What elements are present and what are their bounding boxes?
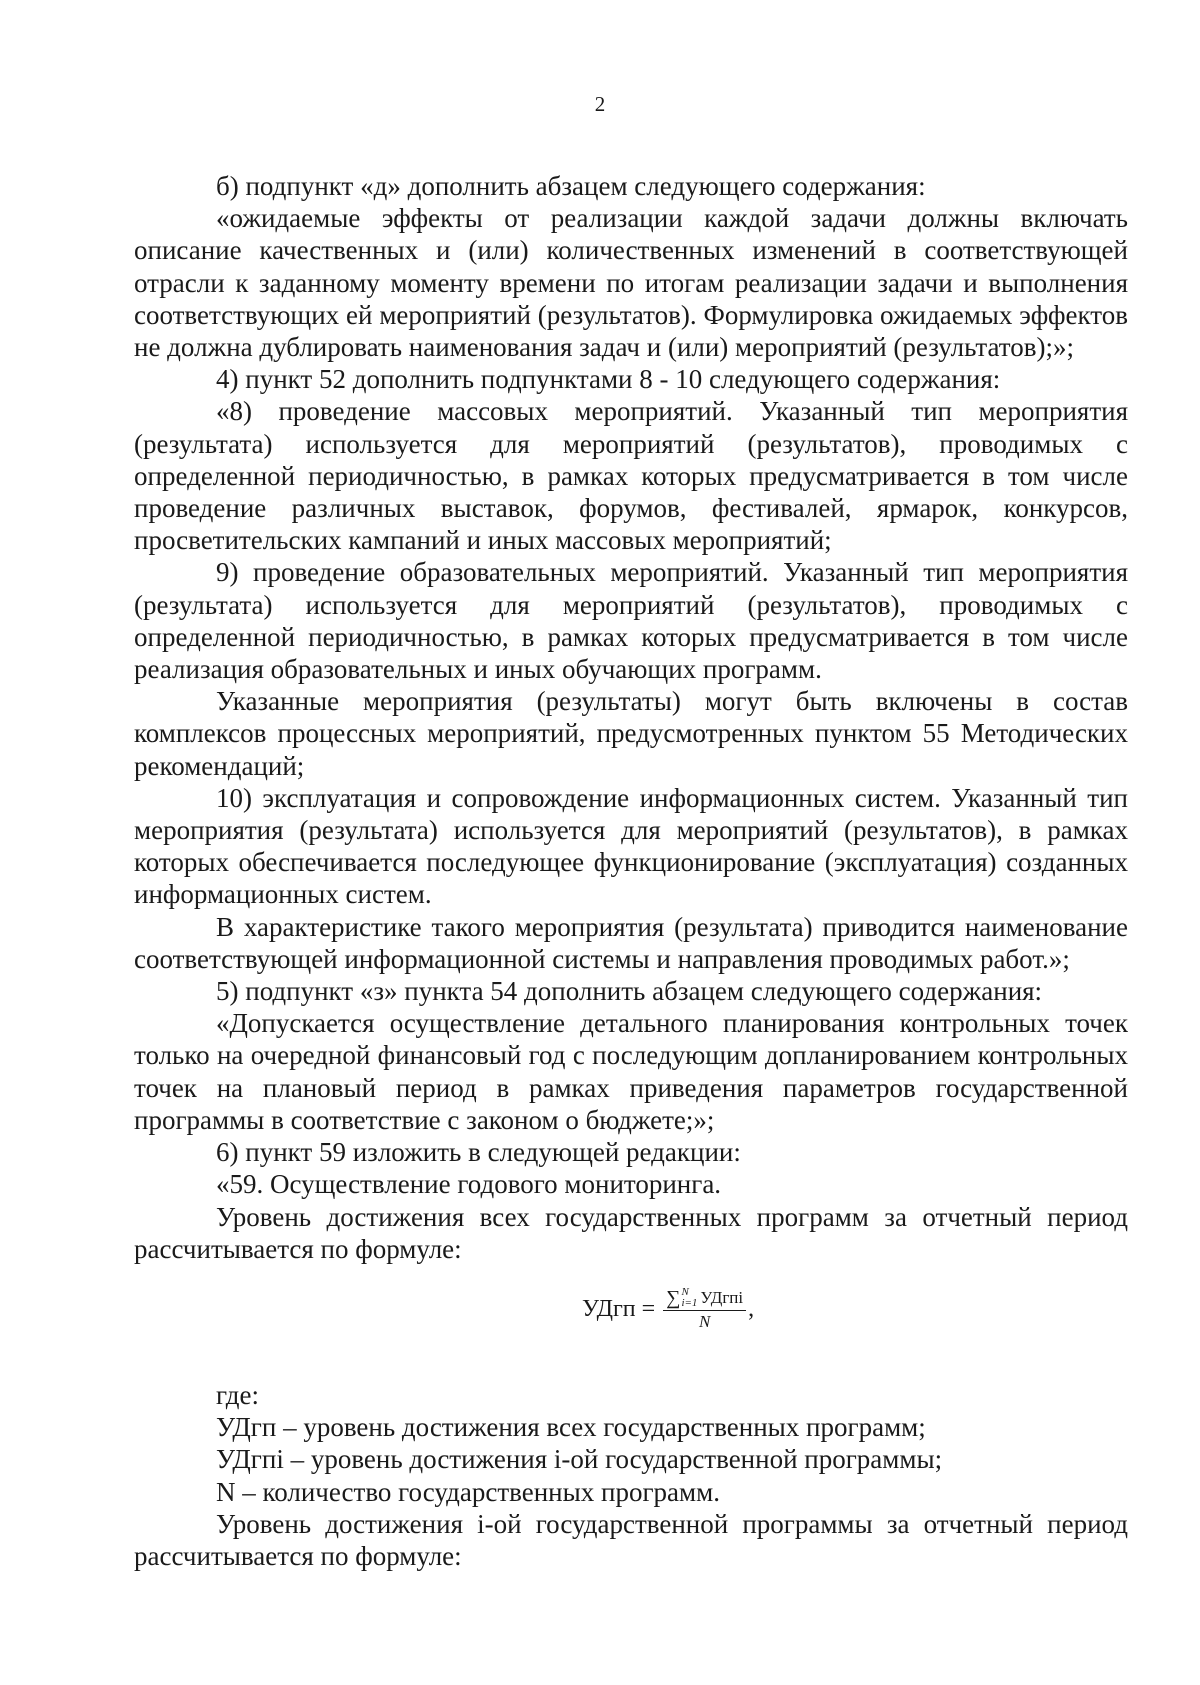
paragraph: 4) пункт 52 дополнить подпунктами 8 - 10 следующего содержания:	[216, 364, 1001, 395]
paragraph: «8) проведение массовых мероприятий. Указанный тип мероприятия (результата) используется для мероприятий (результатов), проводимых с определенной периодичностью, в рамках которых предусматривается в том числе проведение различных выставок, форумов, фестивалей, ярмарок, конкурсов, просветительских кампаний и иных массовых мероприятий;	[134, 396, 1128, 556]
paragraph: б) подпункт «д» дополнить абзацем следующего содержания:	[216, 171, 926, 201]
paragraph: Уровень достижения всех государственных программ за отчетный период рассчитывается по формуле:	[134, 1201, 1128, 1264]
paragraph: УДгп – уровень достижения всех государственных программ;	[216, 1412, 926, 1443]
sum-lower-limit: i=1	[681, 1296, 698, 1309]
formula-trailing: ,	[748, 1295, 755, 1322]
formula-denominator: N	[698, 1311, 711, 1331]
paragraph: 9) проведение образовательных мероприятий. Указанный тип мероприятия (результата) используется для мероприятий (результатов), проводимых с определенной периодичностью, в рамках которых предусматривается в том числе реализация образовательных и иных обучающих программ.	[134, 557, 1128, 685]
paragraph: 6) пункт 59 изложить в следующей редакции:	[216, 1137, 741, 1168]
sum-limits	[681, 1287, 697, 1309]
paragraph: Уровень достижения i-ой государственной программы за отчетный период рассчитывается по формуле:	[134, 1508, 1128, 1571]
paragraph: «ожидаемые эффекты от реализации каждой задачи должны включать описание качественных и (или) количественных изменений в соответствующей отрасли к заданному моменту времени по итогам реализации задачи и выполнения соответствующих ей мероприятий (результатов). Формулировка ожидаемых эффектов не должна дублировать наименования задач и (или) мероприятий (результатов);»;	[134, 203, 1128, 363]
page-number: 2	[594, 92, 606, 116]
formula-numerator	[663, 1287, 746, 1311]
formula-lhs: УДгп =	[582, 1295, 656, 1322]
paragraph: 10) эксплуатация и сопровождение информационных систем. Указанный тип мероприятия (результата) используется для мероприятий (результатов), в рамках которых обеспечивается последующее функционирование (эксплуатация) созданных информационных систем.	[134, 782, 1128, 910]
paragraph: В характеристике такого мероприятия (результата) приводится наименование соответствующей информационной системы и направления проводимых работ.»;	[134, 911, 1128, 974]
paragraph: где:	[216, 1379, 259, 1410]
formula-block	[134, 1287, 1128, 1365]
formula-summand: УДгпi	[700, 1287, 744, 1307]
paragraph: «Допускается осуществление детального планирования контрольных точек только на очередной финансовый год с последующим допланированием контрольных точек на плановый период в рамках приведения параметров государственной программы в соответствие с законом о бюджете;»;	[134, 1008, 1128, 1135]
paragraph: Указанные мероприятия (результаты) могут быть включены в состав комплексов процессных мероприятий, предусмотренных пунктом 55 Методических рекомендаций;	[134, 686, 1128, 781]
paragraph: 5) подпункт «з» пункта 54 дополнить абзацем следующего содержания:	[216, 976, 1043, 1007]
document-body	[134, 170, 1128, 1572]
paragraph: «59. Осуществление годового мониторинга.	[216, 1169, 722, 1200]
paragraph: УДгпi – уровень достижения i-ой государственной программы;	[216, 1444, 943, 1475]
sum-symbol: ∑	[666, 1286, 681, 1309]
formula	[582, 1287, 754, 1331]
sum-upper-limit: N	[681, 1285, 689, 1298]
formula-fraction	[663, 1287, 746, 1331]
paragraph: N – количество государственных программ.	[216, 1476, 720, 1507]
